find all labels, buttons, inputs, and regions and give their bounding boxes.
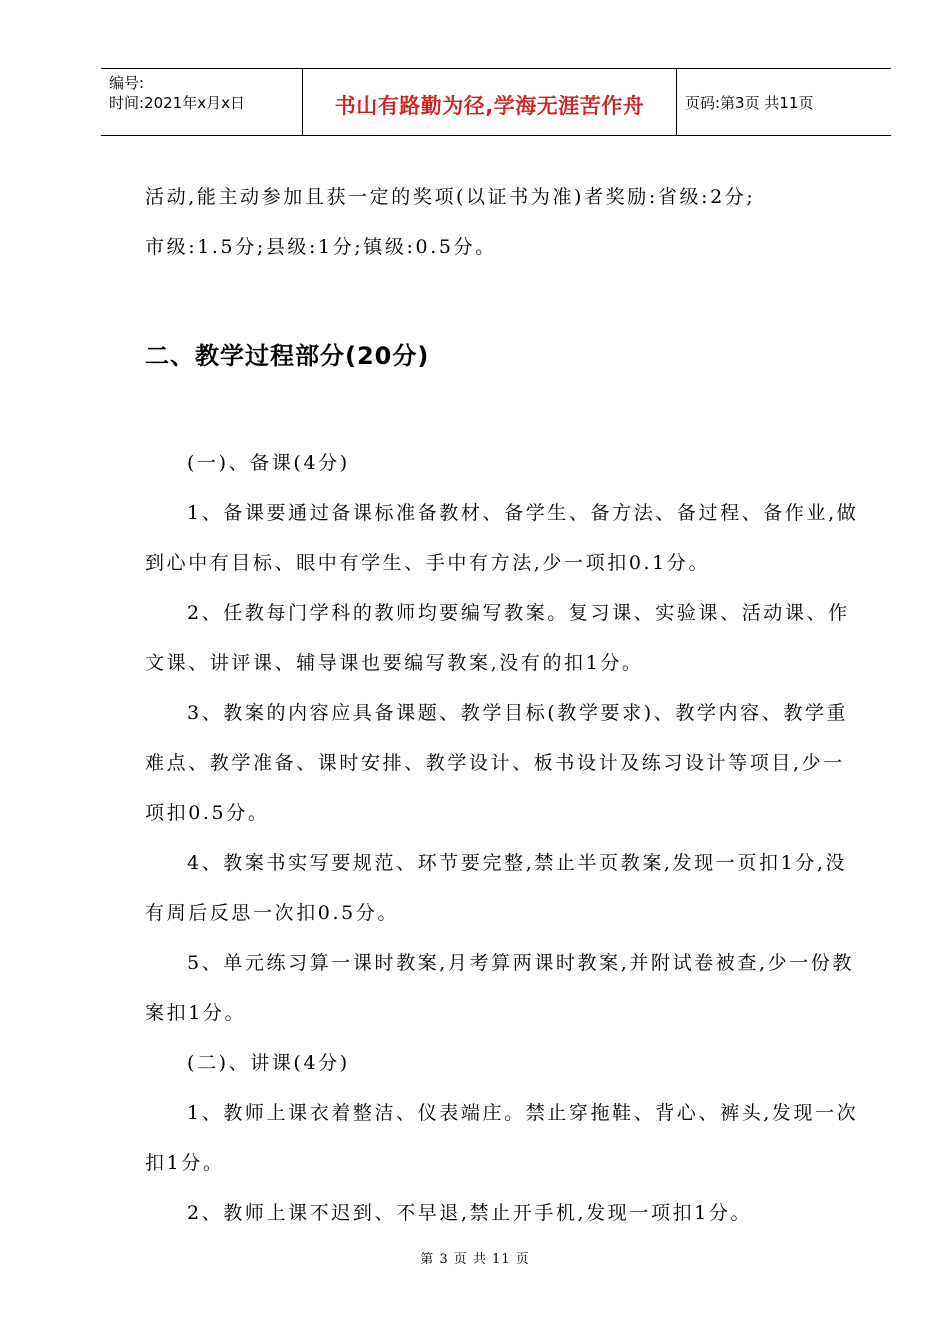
page-info: 页码:第3页 共11页: [685, 93, 814, 112]
header-motto-cell: [303, 69, 677, 135]
document-body: [145, 172, 865, 1238]
intro-line: 活动,能主动参加且获一定的奖项(以证书为准)者奖励:省级:2分;: [145, 186, 756, 208]
subsection-title: (一)、备课(4分): [187, 452, 350, 474]
subsection-title: (二)、讲课(4分): [187, 1052, 350, 1074]
motto-text: 书山有路勤为径,学海无涯苦作舟: [334, 94, 645, 118]
serial-label: 编号:: [109, 74, 145, 92]
paragraph: 1、备课要通过备课标准备教材、备学生、备方法、备过程、备作业,做到心中有目标、眼中有学生、手中有方法,少一项扣0.1分。: [145, 502, 859, 574]
page-header: [101, 68, 891, 136]
section-title: 二、教学过程部分(20分): [145, 342, 430, 370]
header-meta-cell: [101, 69, 303, 135]
paragraph: 3、教案的内容应具备课题、教学目标(教学要求)、教学内容、教学重难点、教学准备、课时安排、教学设计、板书设计及练习设计等项目,少一项扣0.5分。: [145, 702, 849, 824]
time-label: 时间:2021年x月x日: [109, 94, 245, 112]
header-page-cell: [677, 69, 891, 135]
page-footer: 第 3 页 共 11 页: [420, 1252, 530, 1267]
paragraph: 4、教案书实写要规范、环节要完整,禁止半页教案,发现一页扣1分,没有周后反思一次扣0.5分。: [145, 852, 848, 924]
paragraph: 5、单元练习算一课时教案,月考算两课时教案,并附试卷被查,少一份教案扣1分。: [145, 952, 855, 1024]
paragraph: 2、任教每门学科的教师均要编写教案。复习课、实验课、活动课、作文课、讲评课、辅导课也要编写教案,没有的扣1分。: [145, 602, 850, 674]
paragraph: 1、教师上课衣着整洁、仪表端庄。禁止穿拖鞋、背心、裤头,发现一次扣1分。: [145, 1102, 859, 1174]
intro-line: 市级:1.5分;县级:1分;镇级:0.5分。: [145, 236, 497, 258]
paragraph: 2、教师上课不迟到、不早退,禁止开手机,发现一项扣1分。: [187, 1202, 753, 1224]
